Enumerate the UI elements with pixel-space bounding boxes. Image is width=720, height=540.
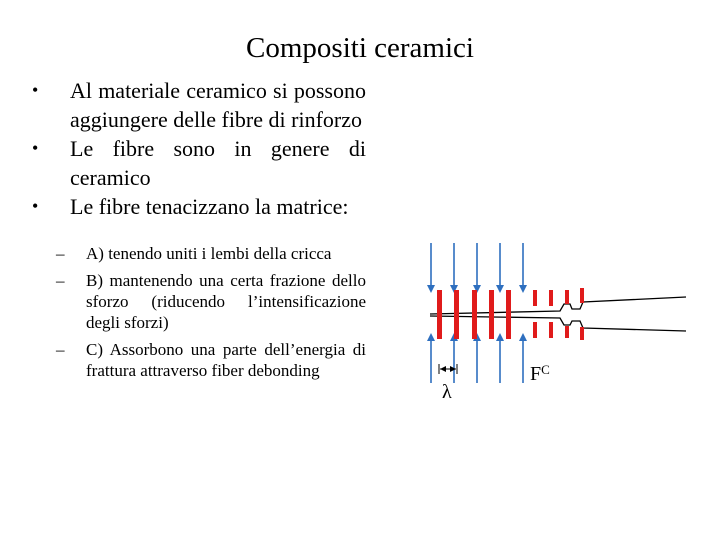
fiber <box>565 326 569 338</box>
sub-bullet-text: C) Assorbono una parte dell’energia di frattura attraverso fiber debonding <box>86 340 366 380</box>
fiber <box>549 290 553 306</box>
bullet-text: Le fibre tenacizzano la matrice: <box>70 194 349 219</box>
force-label <box>530 364 550 384</box>
bullet-text: Al materiale ceramico si possono aggiungere delle fibre di rinforzo <box>70 78 366 132</box>
stress-arrows-top <box>431 243 523 289</box>
force-label-superscript: C <box>541 362 550 377</box>
fiber <box>533 322 537 338</box>
sub-bullet-marker: – <box>56 244 65 263</box>
fiber <box>454 290 459 339</box>
bullet-marker: • <box>32 138 39 158</box>
fiber <box>549 322 553 338</box>
sub-bullet-text: B) mantenendo una certa frazione dello sforzo (riducendo l’intensificazione degli sforzi) <box>86 271 366 332</box>
fiber <box>565 290 569 304</box>
bullet-marker: • <box>32 80 39 100</box>
fiber <box>580 327 584 340</box>
fiber <box>506 290 511 339</box>
fibers <box>437 288 584 340</box>
fiber <box>472 290 477 339</box>
sub-bullet-marker: – <box>56 340 65 359</box>
crack-outline <box>430 297 686 331</box>
stress-arrows-bottom <box>431 337 523 383</box>
fiber <box>533 290 537 306</box>
sub-bullet-text: A) tenendo uniti i lembi della cricca <box>86 244 332 263</box>
sub-bullet-marker: – <box>56 271 65 290</box>
fiber <box>489 290 494 339</box>
force-label-main: F <box>530 363 542 385</box>
fiber <box>580 288 584 303</box>
lambda-label: λ <box>442 381 452 403</box>
bullet-text: Le fibre sono in genere di ceramico <box>70 136 366 190</box>
bullet-marker: • <box>32 196 39 216</box>
slide-title: Compositi ceramici <box>246 32 474 64</box>
fiber <box>437 290 442 339</box>
